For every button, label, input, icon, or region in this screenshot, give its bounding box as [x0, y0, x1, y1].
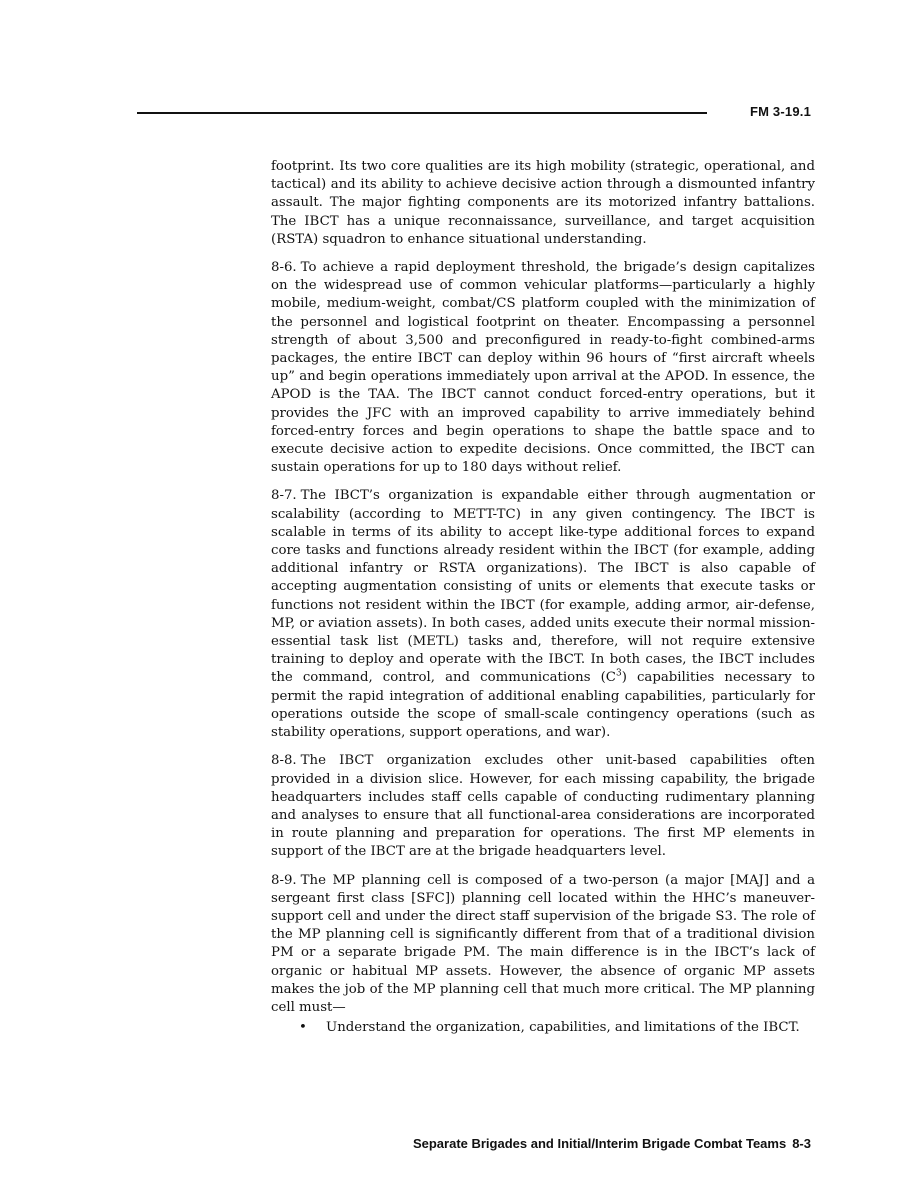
page-footer	[413, 1136, 811, 1151]
paragraph-continued	[271, 158, 815, 249]
header-rule	[137, 112, 707, 114]
paragraph-number: 8-9.	[271, 872, 297, 888]
superscript: 3	[615, 669, 622, 680]
list-item	[271, 1019, 815, 1037]
paragraph-number: 8-6.	[271, 260, 297, 276]
paragraph-number: 8-8.	[271, 753, 297, 769]
document-id: FM 3-19.1	[749, 104, 811, 119]
paragraph-text: The IBCT organization excludes other unit-based capabilities often provided in a division slice. However, for each missing capability, the brigade headquarters includes staff cells capable of conducting rudimentary planning and analyses to ensure that all functional-area considerations are incorporated in route planning and preparation for operations. The first MP elements in support of the IBCT are at the brigade headquarters level.	[271, 753, 815, 860]
paragraph-number: 8-7.	[271, 488, 297, 504]
paragraph-text: The IBCT’s organization is expandable either through augmentation or scalability (according to METT-TC) in any given contingency. The IBCT is scalable in terms of its ability to accept like-type additional forces to expand core tasks and functions already resident within the IBCT (for example, adding additional infantry or RSTA organizations). The IBCT is also capable of accepting augmentation consisting of units or elements that execute tasks or functions not resident within the IBCT (for example, adding armor, air-defense, MP, or aviation assets). In both cases, added units execute their normal mission-essential task list (METL) tasks and, therefore, will not require extensive training to deploy and operate with the IBCT. In both cases, the IBCT includes the command, control, and communications (C	[271, 488, 815, 686]
paragraph-8-8	[271, 752, 815, 861]
paragraph-8-6	[271, 259, 815, 477]
paragraph-text-continued: ) capabilities necessary to permit the rapid integration of additional enabling capabilities, particularly for operations outside the scope of small-scale contingency operations (such as stability operations, support operations, and war).	[271, 670, 815, 741]
paragraph-8-7	[271, 487, 815, 742]
bullet-icon: •	[299, 1020, 307, 1036]
paragraph-8-9	[271, 872, 815, 1018]
page-number: 8-3	[792, 1136, 811, 1151]
body-text	[271, 158, 815, 1037]
paragraph-text: footprint. Its two core qualities are its high mobility (strategic, operational, and tactical) and its ability to achieve decisive action through a dismounted infantry assault. The major fighting components are its motorized infantry battalions. The IBCT has a unique reconnaissance, surveillance, and target acquisition (RSTA) squadron to enhance situational understanding.	[271, 159, 815, 247]
list-item-text: Understand the organization, capabilities, and limitations of the IBCT.	[326, 1020, 800, 1036]
paragraph-text: The MP planning cell is composed of a two-person (a major [MAJ] and a sergeant first class [SFC]) planning cell located within the HHC’s maneuver-support cell and under the direct staff supervision of the brigade S3. The role of the MP planning cell is significantly different from that of a traditional division PM or a separate brigade PM. The main difference is in the IBCT’s lack of organic or habitual MP assets. However, the absence of organic MP assets makes the job of the MP planning cell that much more critical. The MP planning cell must—	[271, 872, 815, 1015]
paragraph-text: To achieve a rapid deployment threshold, the brigade’s design capitalizes on the widespread use of common vehicular platforms—particularly a highly mobile, medium-weight, combat/CS platform coupled with the minimization of the personnel and logistical footprint on theater. Encompassing a personnel strength of about 3,500 and preconfigured in ready-to-fight combined-arms packages, the entire IBCT can deploy within 96 hours of “first aircraft wheels up” and begin operations immediately upon arrival at the APOD. In essence, the APOD is the TAA. The IBCT cannot conduct forced-entry operations, but it provides the JFC with an improved capability to arrive immediately behind forced-entry forces and begin operations to shape the battle space and to execute decisive action to expedite decisions. Once committed, the IBCT can sustain operations for up to 180 days without relief.	[271, 260, 815, 476]
footer-title: Separate Brigades and Initial/Interim Brigade Combat Teams	[412, 1136, 787, 1151]
bullet-list	[271, 1019, 815, 1037]
